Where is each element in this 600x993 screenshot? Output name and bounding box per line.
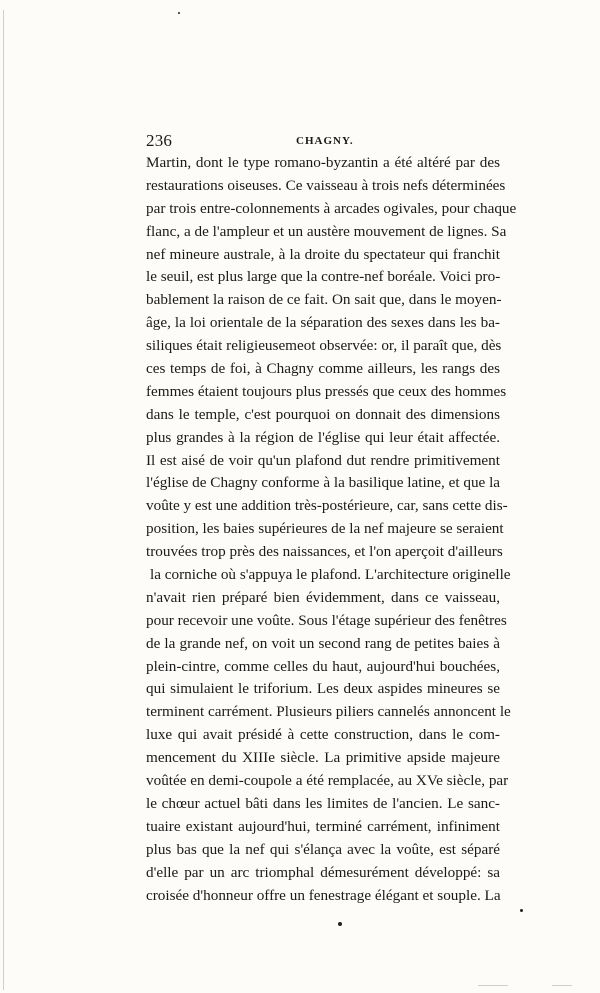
text-line: l'église de Chagny conforme à la basilique latine, et que la: [146, 474, 501, 492]
text-line: âge, la loi orientale de la séparation des sexes dans les ba-: [146, 314, 500, 332]
text-line: tuaire existant aujourd'hui, terminé carrément, infiniment: [146, 817, 500, 835]
scan-edge-mark: [552, 985, 572, 986]
text-line: la corniche où s'appuya le plafond. L'architecture originelle: [150, 566, 511, 584]
body-text: [146, 152, 517, 907]
text-line: luxe qui avait présidé à cette construction, dans le com-: [146, 726, 500, 744]
text-line: pour recevoir une voûte. Sous l'étage supérieur des fenêtres: [146, 611, 507, 629]
ink-speck: [178, 12, 180, 14]
text-line: ces temps de foi, à Chagny comme ailleurs, les rangs des: [146, 360, 500, 378]
text-line: plein-cintre, comme celles du haut, aujourd'hui bouchées,: [146, 657, 500, 675]
text-line: mencement du XIIIe siècle. La primitive apside majeure: [146, 749, 500, 767]
page-number: 236: [146, 131, 173, 150]
running-head: CHAGNY.: [296, 135, 354, 147]
text-line: bablement la raison de ce fait. On sait que, dans le moyen-: [146, 291, 502, 309]
text-line: le seuil, est plus large que la contre-nef boréale. Voici pro-: [146, 268, 501, 286]
text-line: flanc, a de l'ampleur et un austère mouvement de lignes. Sa: [146, 222, 507, 240]
text-line: siliques était religieusemeot observée: or, il paraît que, dès: [146, 337, 502, 355]
ink-speck: [338, 922, 342, 926]
text-line: plus bas que la nef qui s'élança avec la voûte, est séparé: [146, 840, 500, 858]
text-line: n'avait rien préparé bien évidemment, dans ce vaisseau,: [146, 588, 500, 606]
scan-edge-mark: [3, 10, 4, 990]
ink-speck: [520, 909, 523, 912]
page-header: [146, 131, 500, 151]
text-line: Martin, dont le type romano-byzantin a été altéré par des: [146, 154, 500, 171]
text-line: trouvées trop près des naissances, et l'on aperçoit d'ailleurs: [146, 543, 503, 561]
text-line: restaurations oiseuses. Ce vaisseau à trois nefs déterminées: [146, 176, 506, 194]
text-line: femmes étaient toujours plus pressés que ceux des hommes: [146, 382, 507, 400]
text-line: Il est aisé de voir qu'un plafond dut rendre primitivement: [146, 451, 500, 469]
text-line: voûtée en demi-coupole a été remplacée, au XVe siècle, par: [146, 772, 509, 790]
text-line: de la grande nef, on voit un second rang de petites baies à: [146, 634, 500, 652]
text-line: position, les baies supérieures de la nef majeure se seraient: [146, 520, 504, 538]
text-line: d'elle par un arc triomphal démesurément développé: sa: [146, 863, 500, 881]
text-line: le chœur actuel bâti dans les limites de l'ancien. Le sanc-: [146, 794, 500, 812]
text-line: terminent carrément. Plusieurs piliers cannelés annoncent le: [146, 703, 511, 721]
text-line: voûte y est une addition très-postérieure, car, sans cette dis-: [146, 497, 508, 515]
text-line: croisée d'honneur offre un fenestrage élégant et souple. La: [146, 886, 501, 904]
text-line: plus grandes à la région de l'église qui leur était affectée.: [146, 428, 500, 446]
scan-edge-mark: [478, 985, 508, 986]
text-line: par trois entre-colonnements à arcades ogivales, pour chaque: [146, 199, 517, 217]
text-line: qui simulaient le triforium. Les deux aspides mineures se: [146, 680, 500, 698]
text-line: dans le temple, c'est pourquoi on donnait des dimensions: [146, 405, 500, 423]
text-line: nef mineure australe, à la droite du spectateur qui franchit: [146, 245, 500, 263]
